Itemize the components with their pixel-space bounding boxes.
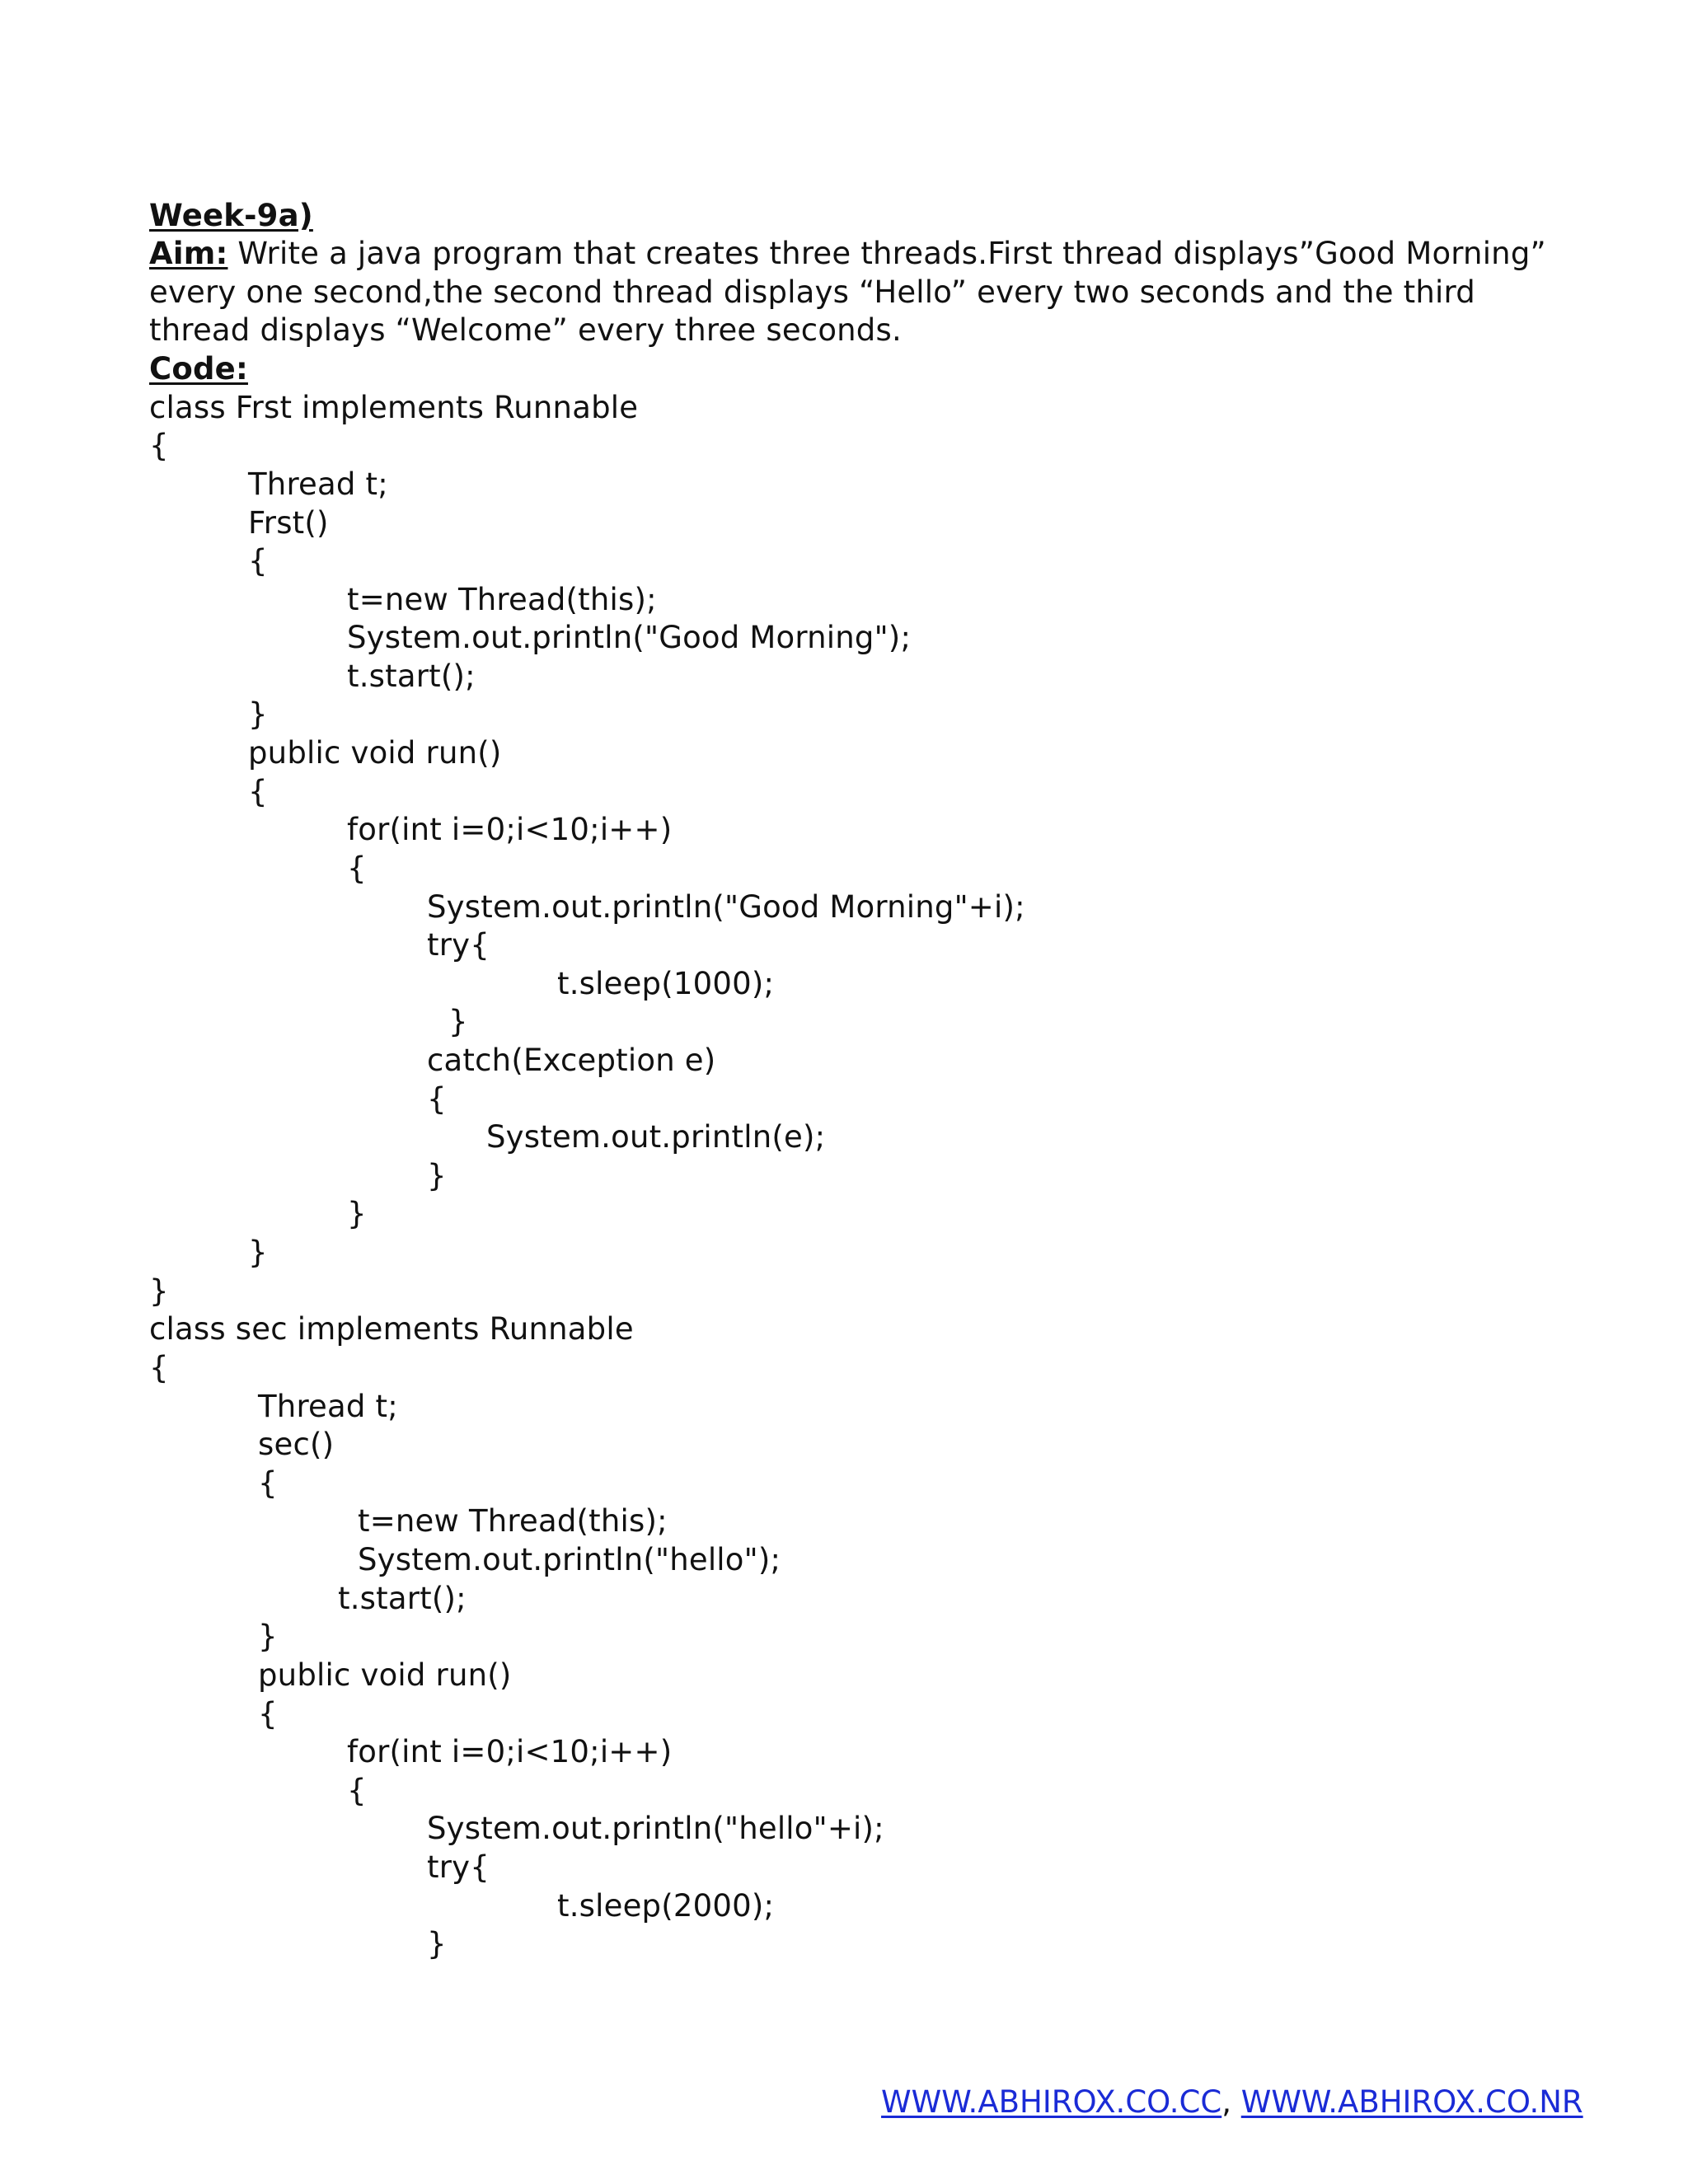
code-line: for(int i=0;i<10;i++): [347, 1734, 673, 1769]
code-line: {: [149, 428, 169, 463]
code-line: t.sleep(2000);: [557, 1888, 775, 1924]
footer-link-nr[interactable]: WWW.ABHIROX.CO.NR: [1240, 2084, 1583, 2120]
code-line: }: [427, 1158, 447, 1193]
code-line: catch(Exception e): [427, 1043, 716, 1078]
code-line: System.out.println("hello");: [358, 1542, 781, 1577]
code-line: }: [149, 1273, 169, 1309]
code-line: }: [248, 696, 268, 732]
aim-label: Aim:: [149, 236, 228, 271]
code-line: t=new Thread(this);: [347, 582, 657, 617]
code-label: Code:: [149, 351, 248, 387]
code-line: System.out.println(e);: [486, 1119, 826, 1155]
code-line: t.sleep(1000);: [557, 966, 775, 1001]
code-line: }: [427, 1926, 447, 1961]
code-line: System.out.println("Good Morning"+i);: [427, 889, 1025, 925]
code-line: t=new Thread(this);: [358, 1503, 668, 1539]
code-line: }: [258, 1619, 278, 1654]
code-line: sec(): [258, 1427, 335, 1462]
aim-paragraph: [149, 235, 1550, 350]
page-heading: Week-9a): [149, 198, 313, 233]
footer-separator: ,: [1221, 2084, 1241, 2120]
code-line: Thread t;: [248, 466, 388, 502]
code-line: System.out.println("Good Morning");: [347, 620, 912, 655]
code-line: Thread t;: [258, 1389, 398, 1424]
code-line: t.start();: [347, 658, 476, 694]
code-line: {: [347, 851, 367, 886]
code-line: t.start();: [338, 1581, 467, 1616]
code-line: try{: [427, 927, 490, 963]
code-line: public void run(): [248, 735, 502, 771]
code-line: {: [258, 1696, 278, 1732]
code-line: {: [258, 1465, 278, 1501]
code-line: public void run(): [258, 1657, 512, 1693]
code-line: {: [427, 1081, 447, 1117]
aim-text: Write a java program that creates three threads.First thread displays”Good Morning” every one second,the second thread displays “Hello” every two seconds and the third thread displays “Welcome” every three seconds.: [149, 236, 1546, 348]
code-line: }: [448, 1004, 468, 1039]
code-line: Frst(): [248, 505, 329, 541]
code-line: {: [149, 1350, 169, 1385]
code-line: try{: [427, 1849, 490, 1885]
code-line: class Frst implements Runnable: [149, 390, 639, 425]
code-line: System.out.println("hello"+i);: [427, 1811, 884, 1846]
footer-link-cc[interactable]: WWW.ABHIROX.CO.CC: [881, 2084, 1222, 2120]
code-line: }: [248, 1235, 268, 1270]
code-line: for(int i=0;i<10;i++): [347, 812, 673, 847]
code-line: {: [248, 543, 268, 579]
code-line: class sec implements Runnable: [149, 1311, 634, 1347]
code-line: }: [347, 1196, 367, 1231]
code-line: {: [248, 774, 268, 809]
footer-links: [842, 2046, 1583, 2159]
code-line: {: [347, 1773, 367, 1808]
